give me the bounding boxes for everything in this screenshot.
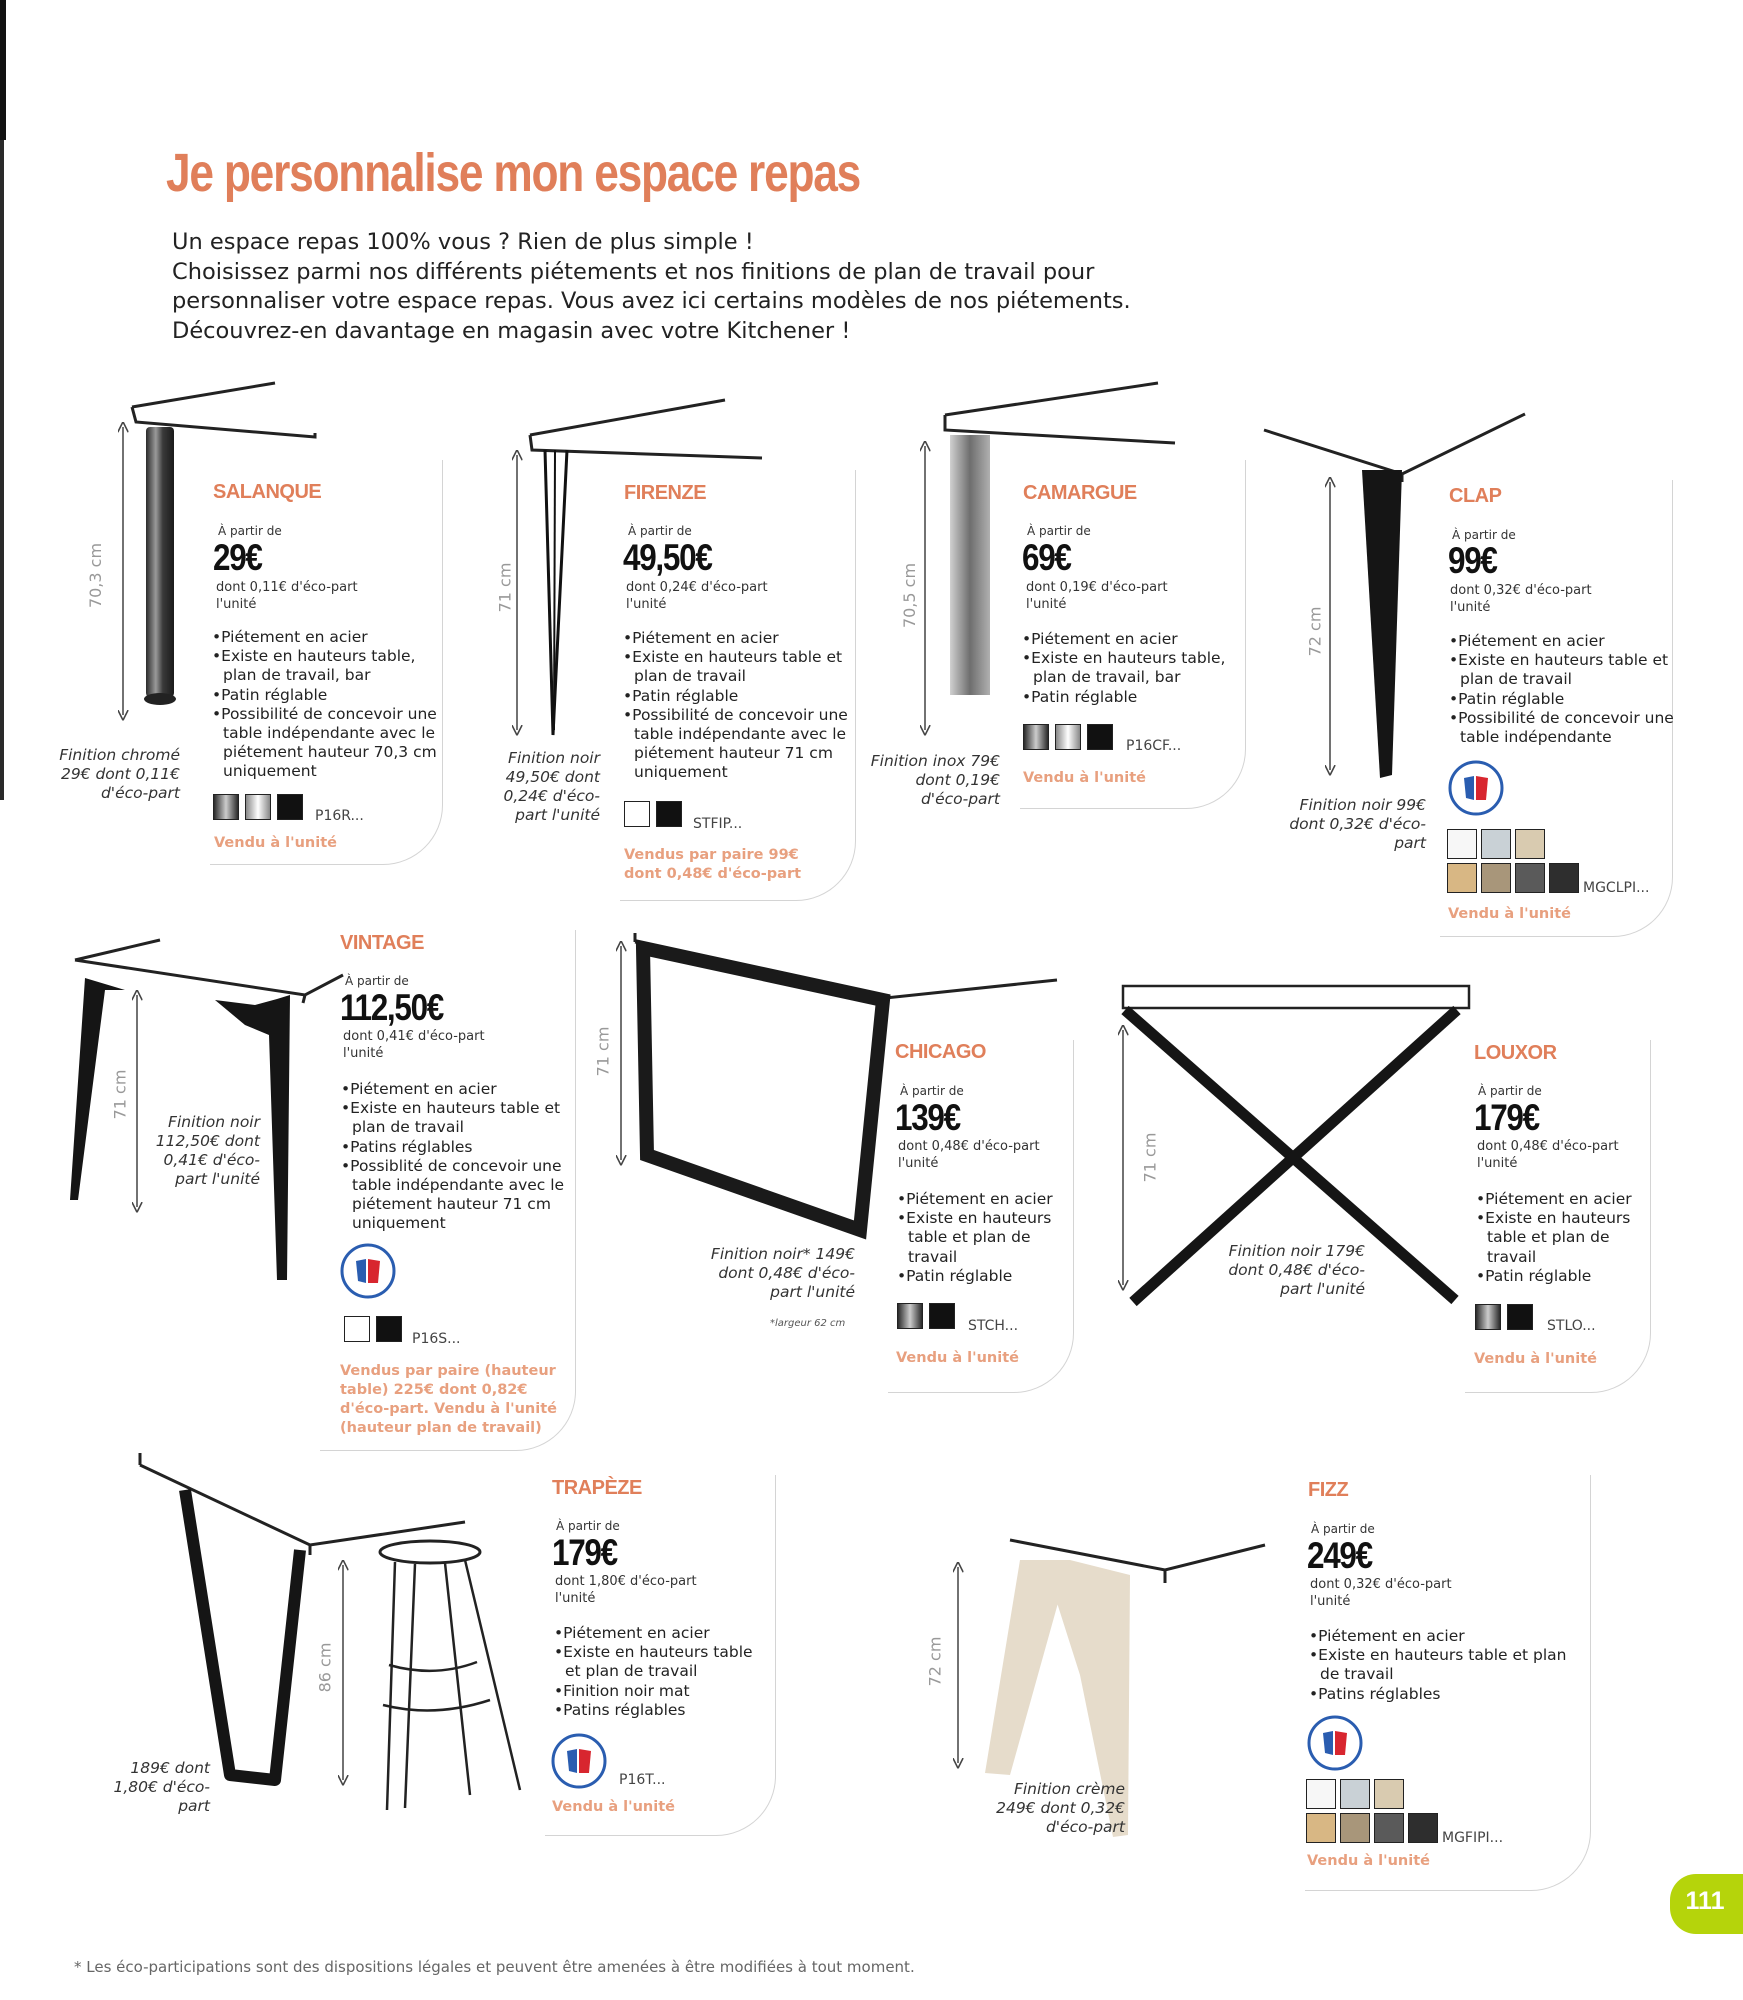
price-from-label: À partir de (900, 1084, 964, 1098)
feature: • Piétement en acier (1022, 630, 1252, 649)
worktop-swatches (1447, 829, 1579, 893)
feature: • Patin réglable (623, 687, 855, 706)
feature: • Existe en hauteurs table et plan de travail (554, 1643, 764, 1681)
feature: • Piétement en acier (1476, 1190, 1651, 1209)
feature: • Patin réglable (1476, 1267, 1651, 1286)
swatch[interactable] (1515, 863, 1545, 893)
price-from-label: À partir de (1311, 1522, 1375, 1536)
product-name: CAMARGUE (1023, 482, 1137, 504)
feature: • Patin réglable (1022, 688, 1252, 707)
feature: • Existe en hauteurs table, plan de travail, bar (1022, 649, 1252, 687)
swatch[interactable] (1306, 1779, 1336, 1809)
page-edge-dark (0, 0, 6, 140)
height-dimension: 72 cm (925, 1636, 945, 1687)
height-dimension: 71 cm (1140, 1132, 1160, 1183)
made-in-france-icon (1448, 760, 1504, 816)
sold-info: Vendu à l'unité (1307, 1853, 1430, 1869)
feature: • Piétement en acier (1449, 632, 1674, 651)
sold-info: Vendu à l'unité (896, 1350, 1019, 1366)
feature: • Existe en hauteurs table et plan de travail (897, 1209, 1077, 1267)
sold-info: Vendus par paire (hauteur table) 225€ dont 0,82€ d'éco-part. Vendu à l'unité (hauteur plan de travail) (340, 1363, 557, 1436)
finish-caption: Finition noir 99€ dont 0,32€ d'éco-part (1289, 796, 1426, 852)
height-dimension: 70,3 cm (86, 542, 106, 609)
intro-line: personnaliser votre espace repas. Vous avez ici certains modèles de nos piétements. (172, 288, 1131, 314)
product-price: 179€ (552, 1532, 617, 1573)
swatch[interactable] (1023, 724, 1049, 750)
product-price: 249€ (1307, 1535, 1372, 1576)
swatch[interactable] (1475, 1304, 1501, 1330)
sold-info: Vendu à l'unité (1448, 906, 1571, 922)
product-code: MGCLPI... (1583, 880, 1650, 896)
finish-swatches (624, 801, 684, 827)
product-name: FIZZ (1308, 1479, 1349, 1501)
feature: • Possiblité de concevoir une table indépendante avec le piétement hauteur 71 cm uniquement (341, 1157, 576, 1234)
eco-participation: dont 0,48€ d'éco-part l'unité (898, 1139, 1040, 1171)
page-number: 111 (1685, 1887, 1725, 1915)
feature: • Existe en hauteurs table et plan de travail (1476, 1209, 1651, 1267)
product-code: STCH... (968, 1318, 1019, 1334)
feature: • Possibilité de concevoir une table indépendante (1449, 709, 1674, 747)
height-dimension: 70,5 cm (900, 562, 920, 629)
feature: • Patin réglable (212, 686, 452, 705)
feature: • Piétement en acier (1309, 1627, 1579, 1646)
made-in-france-icon (1307, 1715, 1363, 1771)
price-from-label: À partir de (628, 524, 692, 538)
feature: • Piétement en acier (554, 1624, 764, 1643)
swatch[interactable] (1481, 829, 1511, 859)
finish-caption: Finition noir 112,50€ dont 0,41€ d'éco-part l'unité (155, 1113, 260, 1188)
finish-swatches (1475, 1304, 1535, 1330)
eco-participation: dont 0,11€ d'éco-part l'unité (216, 580, 358, 612)
swatch[interactable] (624, 801, 650, 827)
product-name: FIRENZE (624, 482, 707, 504)
feature-list (897, 1190, 1077, 1286)
feature-list (212, 628, 452, 782)
product-price: 112,50€ (340, 987, 444, 1028)
finish-caption: Finition noir* 149€ dont 0,48€ d'éco-part l'unité (710, 1245, 855, 1301)
feature-list (1309, 1627, 1579, 1704)
feature: • Piétement en acier (341, 1080, 576, 1099)
swatch[interactable] (897, 1303, 923, 1329)
product-name: SALANQUE (213, 481, 322, 503)
finish-swatches (344, 1316, 404, 1342)
finish-caption: Finition noir 179€ dont 0,48€ d'éco-part l'unité (1228, 1242, 1365, 1298)
product-name: LOUXOR (1474, 1042, 1557, 1064)
intro-line: Découvrez-en davantage en magasin avec votre Kitchener ! (172, 317, 851, 344)
swatch[interactable] (1515, 829, 1545, 859)
swatch[interactable] (376, 1316, 402, 1342)
feature: • Piétement en acier (897, 1190, 1077, 1209)
feature: • Existe en hauteurs table, plan de travail, bar (212, 647, 452, 685)
eco-participation: dont 0,32€ d'éco-part l'unité (1310, 1577, 1452, 1609)
intro-line: Un espace repas 100% vous ? Rien de plus simple ! (172, 229, 754, 255)
eco-participation: dont 0,19€ d'éco-part l'unité (1026, 580, 1168, 612)
feature: • Existe en hauteurs table et plan de travail (341, 1099, 576, 1137)
feature: • Patins réglables (341, 1138, 576, 1157)
made-in-france-icon (551, 1733, 607, 1789)
feature: • Patin réglable (1449, 690, 1674, 709)
swatch[interactable] (277, 794, 303, 820)
swatch[interactable] (344, 1316, 370, 1342)
finish-swatches (213, 794, 305, 820)
eco-participation: dont 1,80€ d'éco-part l'unité (555, 1574, 697, 1606)
swatch[interactable] (1507, 1304, 1533, 1330)
product-price: 179€ (1474, 1097, 1539, 1138)
swatch[interactable] (1340, 1779, 1370, 1809)
price-from-label: À partir de (1027, 524, 1091, 538)
swatch[interactable] (1340, 1813, 1370, 1843)
swatch[interactable] (1481, 863, 1511, 893)
feature-list (1449, 632, 1674, 747)
product-code: STLO... (1547, 1318, 1596, 1334)
finish-caption: Finition chromé 29€ dont 0,11€ d'éco-part (59, 746, 180, 802)
eco-participation: dont 0,24€ d'éco-part l'unité (626, 580, 768, 612)
feature-list (341, 1080, 576, 1234)
finish-caption: 189€ dont 1,80€ d'éco-part (113, 1759, 210, 1815)
price-from-label: À partir de (1478, 1084, 1542, 1098)
finish-caption: Finition crème 249€ dont 0,32€ d'éco-part (996, 1780, 1125, 1836)
intro-text (172, 228, 1132, 346)
page-number-tab (1670, 1874, 1743, 1934)
height-dimension: 72 cm (1305, 606, 1325, 657)
price-from-label: À partir de (556, 1519, 620, 1533)
feature: • Patins réglables (554, 1701, 764, 1720)
eco-participation: dont 0,32€ d'éco-part l'unité (1450, 583, 1592, 615)
page-title: Je personnalise mon espace repas (166, 143, 861, 203)
feature: • Existe en hauteurs table et plan de travail (1449, 651, 1674, 689)
feature: • Existe en hauteurs table et plan de travail (623, 648, 855, 686)
feature: • Piétement en acier (623, 629, 855, 648)
sold-info: Vendus par paire 99€ dont 0,48€ d'éco-part (624, 847, 802, 882)
product-name: VINTAGE (340, 932, 424, 954)
feature: • Possibilité de concevoir une table indépendante avec le piétement hauteur 70,3 cm uniquement (212, 705, 452, 782)
feature: • Patins réglables (1309, 1685, 1579, 1704)
feature-list (554, 1624, 764, 1720)
height-dimension: 86 cm (315, 1642, 335, 1693)
price-from-label: À partir de (345, 974, 409, 988)
finish-caption: Finition inox 79€ dont 0,19€ d'éco-part (870, 752, 1000, 808)
feature: • Piétement en acier (212, 628, 452, 647)
worktop-swatches (1306, 1779, 1438, 1843)
price-from-label: À partir de (1452, 528, 1516, 542)
sold-info: Vendu à l'unité (214, 835, 337, 851)
height-dimension: 71 cm (593, 1026, 613, 1077)
height-dimension: 71 cm (495, 562, 515, 613)
eco-participation: dont 0,41€ d'éco-part l'unité (343, 1029, 485, 1061)
swatch[interactable] (1549, 863, 1579, 893)
swatch[interactable] (1374, 1779, 1404, 1809)
product-code: STFIP... (693, 816, 743, 832)
product-price: 49,50€ (623, 537, 712, 578)
feature: • Possibilité de concevoir une table indépendante avec le piétement hauteur 71 cm uniquement (623, 706, 855, 783)
feature-list (1476, 1190, 1651, 1286)
product-code: P16CF... (1126, 738, 1182, 754)
feature: • Patin réglable (897, 1267, 1077, 1286)
width-note: *largeur 62 cm (770, 1318, 846, 1329)
feature: • Existe en hauteurs table et plan de travail (1309, 1646, 1579, 1684)
price-from-label: À partir de (218, 524, 282, 538)
swatch[interactable] (1374, 1813, 1404, 1843)
feature-list (623, 629, 855, 783)
product-name: TRAPÈZE (552, 1477, 642, 1499)
intro-line: Choisissez parmi nos différents piétements et nos finitions de plan de travail pour (172, 258, 1095, 285)
height-dimension: 71 cm (110, 1069, 130, 1120)
swatch[interactable] (929, 1303, 955, 1329)
swatch[interactable] (1306, 1813, 1336, 1843)
swatch[interactable] (656, 801, 682, 827)
product-price: 99€ (1448, 540, 1497, 581)
finish-caption: Finition noir 49,50€ dont 0,24€ d'éco-part l'unité (503, 749, 600, 824)
swatch[interactable] (213, 794, 239, 820)
swatch[interactable] (1087, 724, 1113, 750)
product-code: MGFIPI... (1442, 1830, 1504, 1846)
product-code: P16S... (412, 1331, 461, 1347)
swatch[interactable] (1055, 724, 1081, 750)
product-price: 139€ (895, 1097, 960, 1138)
sold-info: Vendu à l'unité (1474, 1351, 1597, 1367)
swatch[interactable] (245, 794, 271, 820)
finish-swatches (1023, 724, 1115, 750)
sold-info: Vendu à l'unité (1023, 770, 1146, 786)
sold-info: Vendu à l'unité (552, 1799, 675, 1815)
feature-list (1022, 630, 1252, 707)
product-price: 69€ (1022, 537, 1071, 578)
product-price: 29€ (213, 537, 262, 578)
swatch[interactable] (1447, 829, 1477, 859)
finish-swatches (897, 1303, 957, 1329)
product-code: P16R... (315, 808, 364, 824)
product-code: P16T... (619, 1772, 666, 1788)
made-in-france-icon (340, 1243, 396, 1299)
footnote: * Les éco-participations sont des dispositions légales et peuvent être amenées à être modifiées à tout moment. (74, 1958, 915, 1976)
eco-participation: dont 0,48€ d'éco-part l'unité (1477, 1139, 1619, 1171)
product-name: CLAP (1449, 485, 1502, 507)
swatch[interactable] (1408, 1813, 1438, 1843)
swatch[interactable] (1447, 863, 1477, 893)
product-name: CHICAGO (895, 1041, 986, 1063)
feature: • Finition noir mat (554, 1682, 764, 1701)
